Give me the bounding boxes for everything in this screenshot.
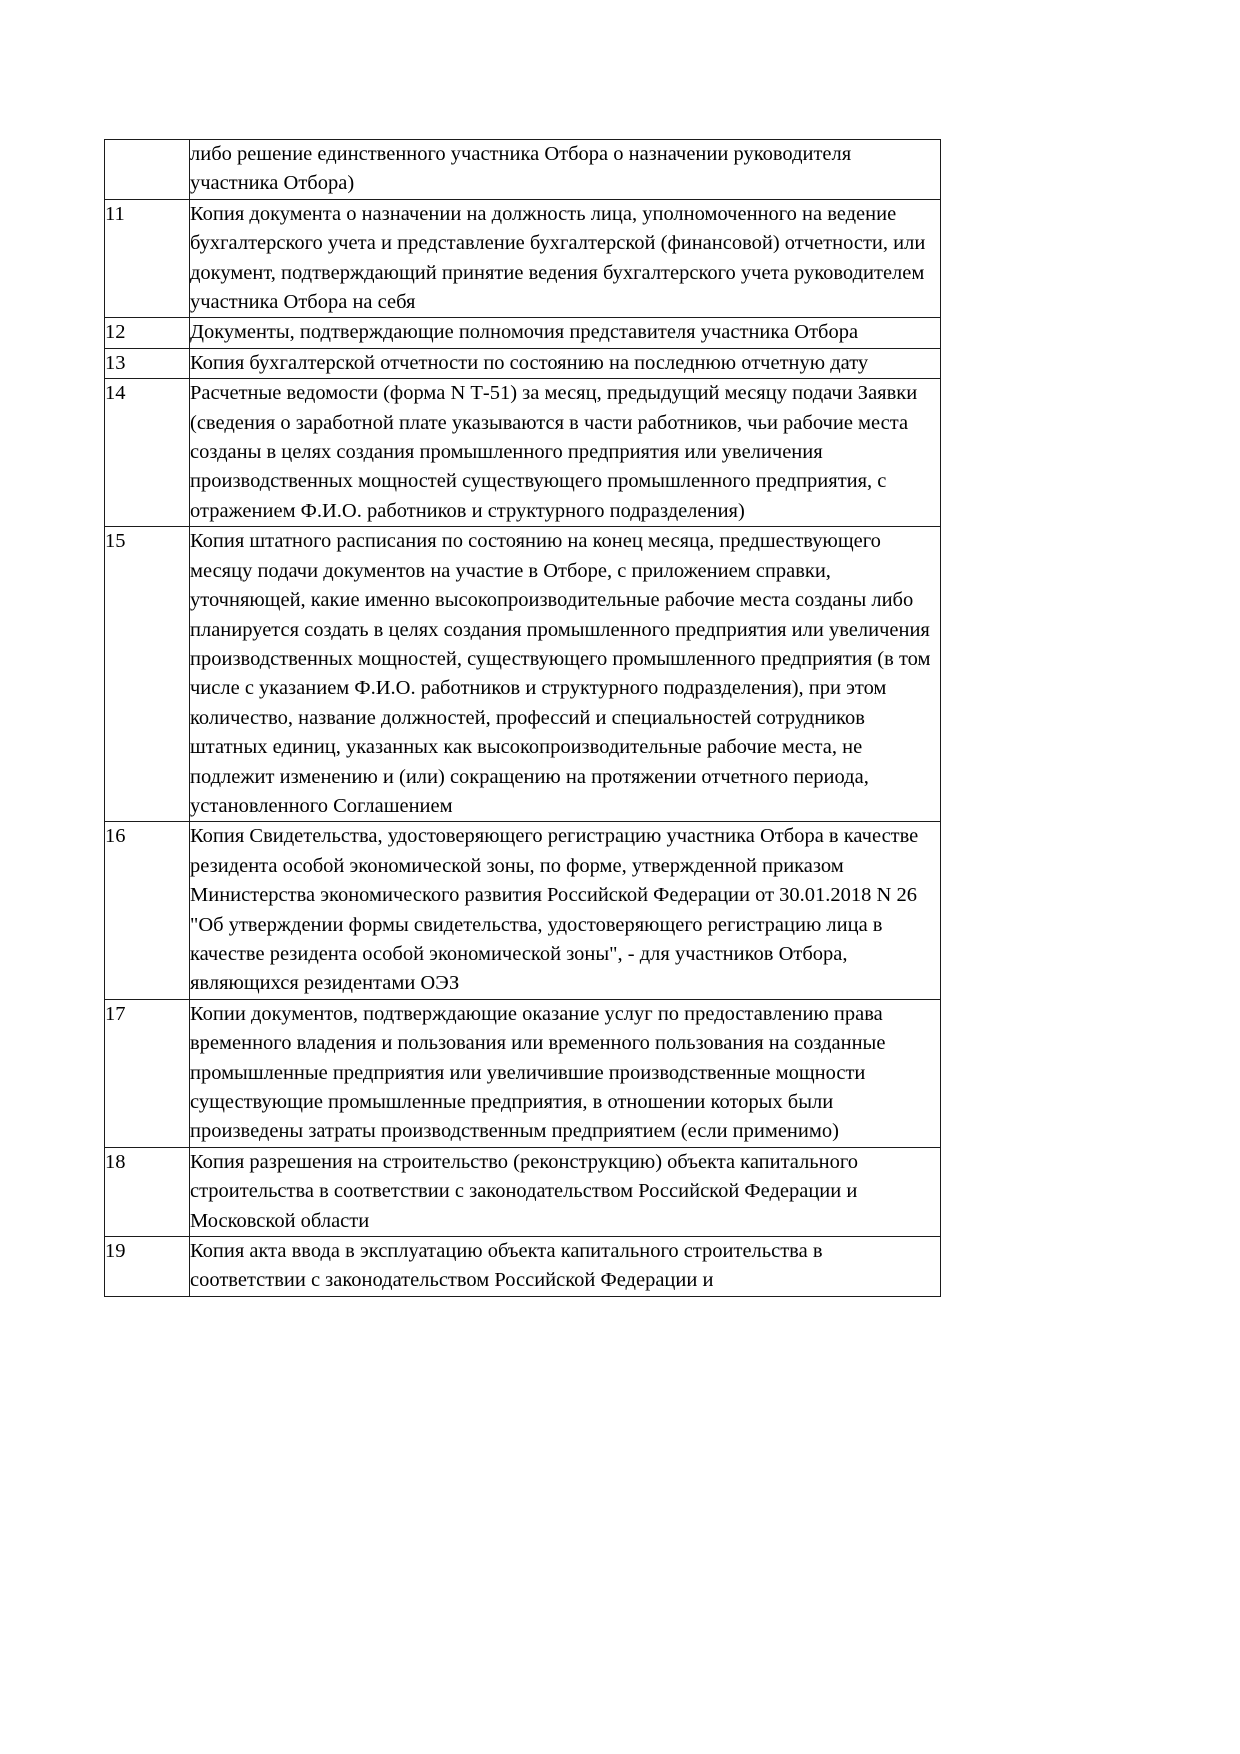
table-row (105, 199, 941, 318)
row-description-text: Копии документов, подтверждающие оказание услуг по предоставлению права временного владения и пользования или временного пользования на созданные промышленные предприятия или увеличившие производственные мощности существующие промышленные предприятия, в отношении которых были произведены затраты производственным предприятием (если применимо) (190, 1002, 886, 1143)
row-number-cell: 17 (105, 999, 190, 1147)
requirements-table-container (104, 139, 940, 1297)
row-description-text: либо решение единственного участника Отбора о назначении руководителя участника Отбора) (190, 143, 852, 195)
table-row (105, 318, 941, 348)
row-description-cell (190, 1147, 941, 1236)
row-description-cell (190, 140, 941, 200)
row-description-cell (190, 348, 941, 378)
row-description-cell (190, 822, 941, 999)
requirements-table-body (105, 140, 941, 1297)
row-number-cell (105, 140, 190, 200)
row-description-cell (190, 379, 941, 527)
table-row (105, 379, 941, 527)
table-row (105, 527, 941, 822)
row-description-cell (190, 999, 941, 1147)
row-number-cell: 15 (105, 527, 190, 822)
row-number-cell: 11 (105, 199, 190, 318)
row-description-text: Копия акта ввода в эксплуатацию объекта капитального строительства в соответствии с законодательством Российской Федерации и (190, 1240, 823, 1292)
table-row (105, 140, 941, 200)
row-description-text: Копия бухгалтерской отчетности по состоянию на последнюю отчетную дату (190, 351, 869, 374)
table-row (105, 999, 941, 1147)
table-row (105, 348, 941, 378)
row-number-cell: 12 (105, 318, 190, 348)
row-description-text: Копия Свидетельства, удостоверяющего регистрацию участника Отбора в качестве резидента особой экономической зоны, по форме, утвержденной приказом Министерства экономического развития Российской Федерации от 30.01.2018 N 26 "Об утверждении формы свидетельства, удостоверяющего регистрацию лица в качестве резидента особой экономической зоны", - для участников Отбора, являющихся резидентами ОЭЗ (190, 825, 919, 995)
row-description-text: Копия разрешения на строительство (реконструкцию) объекта капитального строительства в соответствии с законодательством Российской Федерации и Московской области (190, 1150, 859, 1232)
row-description-cell (190, 318, 941, 348)
row-number-cell: 13 (105, 348, 190, 378)
row-description-text: Копия документа о назначении на должность лица, уполномоченного на ведение бухгалтерского учета и представление бухгалтерской (финансовой) отчетности, или документ, подтверждающий принятие ведения бухгалтерского учета руководителем участника Отбора на себя (190, 202, 926, 314)
row-number-cell: 18 (105, 1147, 190, 1236)
row-description-text: Копия штатного расписания по состоянию на конец месяца, предшествующего месяцу подачи документов на участие в Отборе, с приложением справки, уточняющей, какие именно высокопроизводительные рабочие места созданы либо планируется создать в целях создания промышленного предприятия или увеличения производственных мощностей, существующего промышленного предприятия (в том числе с указанием Ф.И.О. работников и структурного подразделения), при этом количество, название должностей, профессий и специальностей сотрудников штатных единиц, указанных как высокопроизводительные рабочие места, не подлежит изменению и (или) сокращению на протяжении отчетного периода, установленного Соглашением (190, 530, 931, 817)
row-description-cell (190, 199, 941, 318)
row-number-cell: 16 (105, 822, 190, 999)
row-description-cell (190, 1237, 941, 1297)
table-row (105, 822, 941, 999)
row-description-text: Расчетные ведомости (форма N Т-51) за месяц, предыдущий месяцу подачи Заявки (сведения о заработной плате указываются в части работников, чьи рабочие места созданы в целях создания промышленного предприятия или увеличения производственных мощностей существующего промышленного предприятия, с отражением Ф.И.О. работников и структурного подразделения) (190, 382, 918, 522)
table-row (105, 1147, 941, 1236)
row-number-cell: 19 (105, 1237, 190, 1297)
row-description-cell (190, 527, 941, 822)
row-number-cell: 14 (105, 379, 190, 527)
requirements-table (104, 139, 941, 1297)
table-row (105, 1237, 941, 1297)
row-description-text: Документы, подтверждающие полномочия представителя участника Отбора (190, 321, 859, 344)
